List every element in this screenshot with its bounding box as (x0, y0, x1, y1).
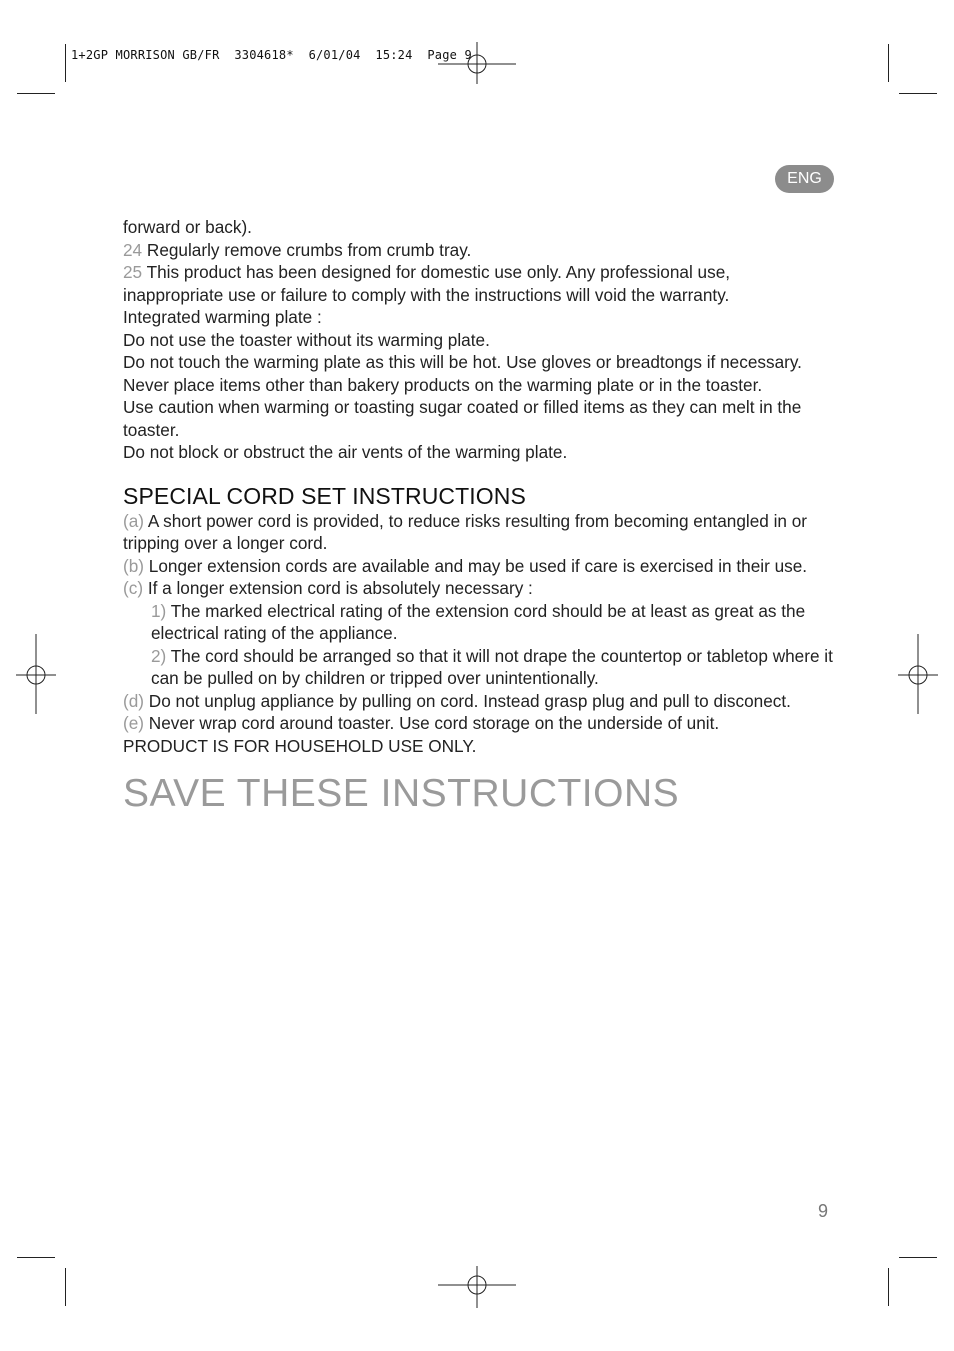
paragraph: Do not touch the warming plate as this will be hot. Use gloves or breadtongs if necessary. (123, 352, 802, 372)
cord-item: (c) If a longer extension cord is absolutely necessary : (123, 578, 533, 598)
paragraph: Do not block or obstruct the air vents of the warming plate. (123, 442, 568, 462)
item-label: (a) (123, 510, 145, 531)
cord-section-heading: SPECIAL CORD SET INSTRUCTIONS (123, 482, 526, 509)
cord-subitem: 1) The marked electrical rating of the extension cord should be at least as great as the electrical rating of the appliance. (151, 600, 806, 643)
item-number: 25 (123, 262, 143, 282)
language-badge: ENG (775, 165, 834, 193)
cord-subitem: 2) The cord should be arranged so that it will not drape the countertop or tabletop where it can be pulled on by children or tripped over unintentionally. (151, 645, 833, 688)
household-note: PRODUCT IS FOR HOUSEHOLD USE ONLY. (123, 735, 477, 756)
paragraph: 24 Regularly remove crumbs from crumb tray. (123, 239, 472, 260)
paragraph: Do not use the toaster without its warming plate. (123, 329, 490, 350)
registration-mark-top (438, 40, 518, 86)
instructions-body (123, 216, 835, 817)
cord-item: (d) Do not unplug appliance by pulling on cord. Instead grasp plug and pull to disconect. (123, 690, 791, 711)
print-slug: 1+2GP MORRISON GB/FR 3304618* 6/01/04 15:24 Page 9 (71, 48, 472, 62)
paragraph: Integrated warming plate : (123, 307, 322, 327)
save-instructions-heading: SAVE THESE INSTRUCTIONS (123, 772, 680, 815)
item-label: 1) (151, 600, 167, 621)
paragraph: forward or back). (123, 217, 252, 237)
registration-mark-bottom (438, 1264, 518, 1310)
paragraph: Never place items other than bakery products on the warming plate or in the toaster. (123, 374, 763, 395)
item-label: 2) (151, 645, 167, 666)
item-label: (c) (123, 578, 144, 598)
registration-mark-right (896, 634, 940, 716)
item-label: (e) (123, 713, 145, 733)
page-number: 9 (818, 1201, 829, 1221)
registration-mark-left (14, 634, 58, 716)
cord-item: (a) A short power cord is provided, to reduce risks resulting from becoming entangled in or tripping over a longer cord. (123, 510, 808, 553)
cord-item: (b) Longer extension cords are available and may be used if care is exercised in their use. (123, 555, 808, 576)
item-number: 24 (123, 239, 143, 260)
paragraph: 25 This product has been designed for domestic use only. Any professional use, inappropriate use or failure to comply with the instructions will void the warranty. (123, 262, 731, 305)
cord-item: (e) Never wrap cord around toaster. Use cord storage on the underside of unit. (123, 713, 720, 733)
paragraph: Use caution when warming or toasting sugar coated or filled items as they can melt in the toaster. (123, 397, 802, 440)
item-label: (d) (123, 690, 145, 711)
item-label: (b) (123, 555, 145, 576)
